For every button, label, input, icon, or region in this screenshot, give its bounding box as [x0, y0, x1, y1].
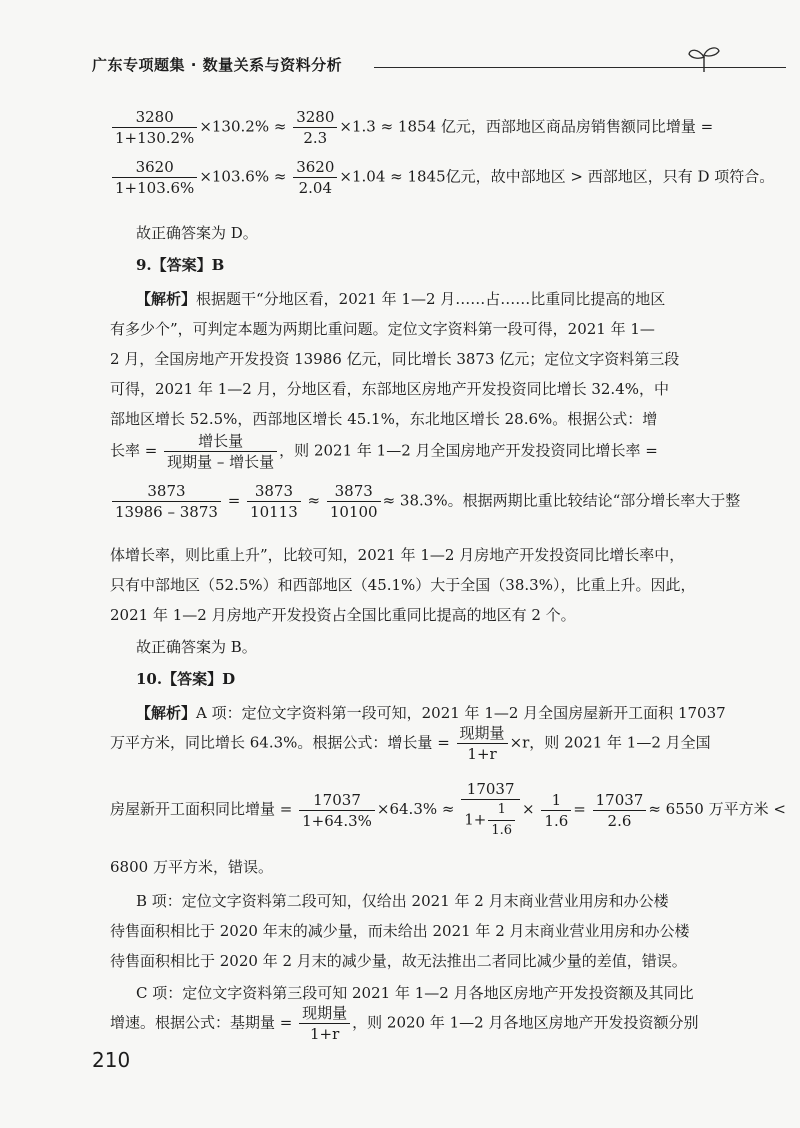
paragraph-line: 2021 年 1—2 月房地产开发投资占全国比重同比提高的地区有 2 个。 [110, 606, 576, 624]
paragraph-line: 待售面积相比于 2020 年末的减少量，而未给出 2021 年 2 月末商业营业用房和办公楼 [110, 922, 690, 940]
header-title: 广东专项题集 · 数量关系与资料分析 [92, 56, 343, 74]
answer-conclusion: 故正确答案为 B。 [136, 638, 257, 656]
paragraph-line: 可得，2021 年 1—2 月，分地区看，东部地区房地产开发投资同比增长 32.4%，中 [110, 380, 669, 398]
paragraph-line: 有多少个”，可判定本题为两期比重问题。定位文字资料第一段可得，2021 年 1— [110, 320, 655, 338]
paragraph-line: 【解析】A 项：定位文字资料第一段可知，2021 年 1—2 月全国房屋新开工面积 17037 [136, 704, 726, 722]
equation-line: 万平方米，同比增长 64.3%。根据公式：增长量 = $\frac{\text{现期量}}{1+r}$ ×r，则 2021 年 1—2 月全国 [110, 724, 711, 763]
header-rule [374, 67, 786, 68]
paragraph-line: C 项：定位文字资料第三段可知 2021 年 1—2 月各地区房地产开发投资额及其同比 [136, 984, 694, 1002]
fraction: $\frac{\text{现期量}}{1+r}$ [299, 1004, 350, 1043]
paragraph-line: 待售面积相比于 2020 年 2 月末的减少量，故无法推出二者同比减少量的差值，错误。 [110, 952, 687, 970]
fraction: $\frac{\text{增长量}}{\text{现期量 – 增长量}}$ [164, 432, 277, 471]
sprout-icon [686, 44, 722, 74]
fraction: $\frac{3873}{13986 - 3873}$ [112, 482, 221, 521]
fraction: $\frac{1}{1.6}$ [488, 801, 515, 840]
running-header [92, 50, 722, 86]
paragraph-line: 只有中部地区（52.5%）和西部地区（45.1%）大于全国（38.3%），比重上升。因此， [110, 576, 696, 594]
fraction: $\frac{3280}{2.3}$ [293, 108, 337, 147]
paragraph-line: B 项：定位文字资料第二段可知，仅给出 2021 年 2 月末商业营业用房和办公楼 [136, 892, 669, 910]
equation-line: 增速。根据公式：基期量 = $\frac{\text{现期量}}{1+r}$ ，则 2020 年 1—2 月各地区房地产开发投资额分别 [110, 1004, 699, 1043]
fraction: 17037 1+ $\frac{1}{1.6}$ [461, 780, 520, 840]
fraction: $\frac{3280}{1+130.2\%}$ [112, 108, 197, 147]
fraction: $\frac{3620}{2.04}$ [293, 158, 337, 197]
analysis-tag: 【解析】 [136, 290, 197, 308]
answer-label-9: 9.【答案】B [136, 256, 225, 274]
equation-line: $\frac{3873}{13986 - 3873}$ = $\frac{3873}{10113}$ ≈ $\frac{3873}{10100}$ ≈ 38.3%。根据两期比重比较结论“部分增长率大于整 [110, 482, 740, 521]
paragraph-line: 6800 万平方米，错误。 [110, 858, 273, 876]
fraction: $\frac{3620}{1+103.6\%}$ [112, 158, 197, 197]
page-number: 210 [92, 1048, 131, 1072]
analysis-tag: 【解析】 [136, 704, 197, 722]
answer-conclusion: 故正确答案为 D。 [136, 224, 258, 242]
fraction: $\frac{3873}{10113}$ [247, 482, 301, 521]
fraction: $\frac{1}{1.6}$ [541, 791, 571, 830]
fraction: $\frac{3873}{10100}$ [327, 482, 381, 521]
paragraph-line: 部地区增长 52.5%，西部地区增长 45.1%，东北地区增长 28.6%。根据公式：增 [110, 410, 658, 428]
answer-label-10: 10.【答案】D [136, 670, 236, 688]
paragraph-line: 【解析】根据题干“分地区看，2021 年 1—2 月……占……比重同比提高的地区 [136, 290, 666, 308]
fraction: $\frac{\text{现期量}}{1+r}$ [457, 724, 508, 763]
paragraph-line: 2 月，全国房地产开发投资 13986 亿元，同比增长 3873 亿元；定位文字资料第三段 [110, 350, 680, 368]
fraction: $\frac{17037}{2.6}$ [593, 791, 647, 830]
equation-line: 长率 = $\frac{\text{增长量}}{\text{现期量 – 增长量}}$ ，则 2021 年 1—2 月全国房地产开发投资同比增长率 = [110, 432, 658, 471]
equation-line: 房屋新开工面积同比增量 = $\frac{17037}{1+64.3\%}$ ×64.3% ≈ 17037 1+ $\frac{1}{1.6}$ × $\frac{1}{1.6}$ = $\frac{17037}{2.6}$ ≈ 6550 万平方米 < [110, 780, 786, 838]
fraction: $\frac{17037}{1+64.3\%}$ [299, 791, 375, 830]
equation-line: $\frac{3620}{1+103.6\%}$ ×103.6% ≈ $\frac{3620}{2.04}$ ×1.04 ≈ 1845亿元，故中部地区 > 西部地区，只有 D 项符合。 [110, 158, 774, 197]
equation-line: $\frac{3280}{1+130.2\%}$ ×130.2% ≈ $\frac{3280}{2.3}$ ×1.3 ≈ 1854 亿元，西部地区商品房销售额同比增量 = [110, 108, 713, 147]
paragraph-line: 体增长率，则比重上升”，比较可知，2021 年 1—2 月房地产开发投资同比增长率中， [110, 546, 685, 564]
